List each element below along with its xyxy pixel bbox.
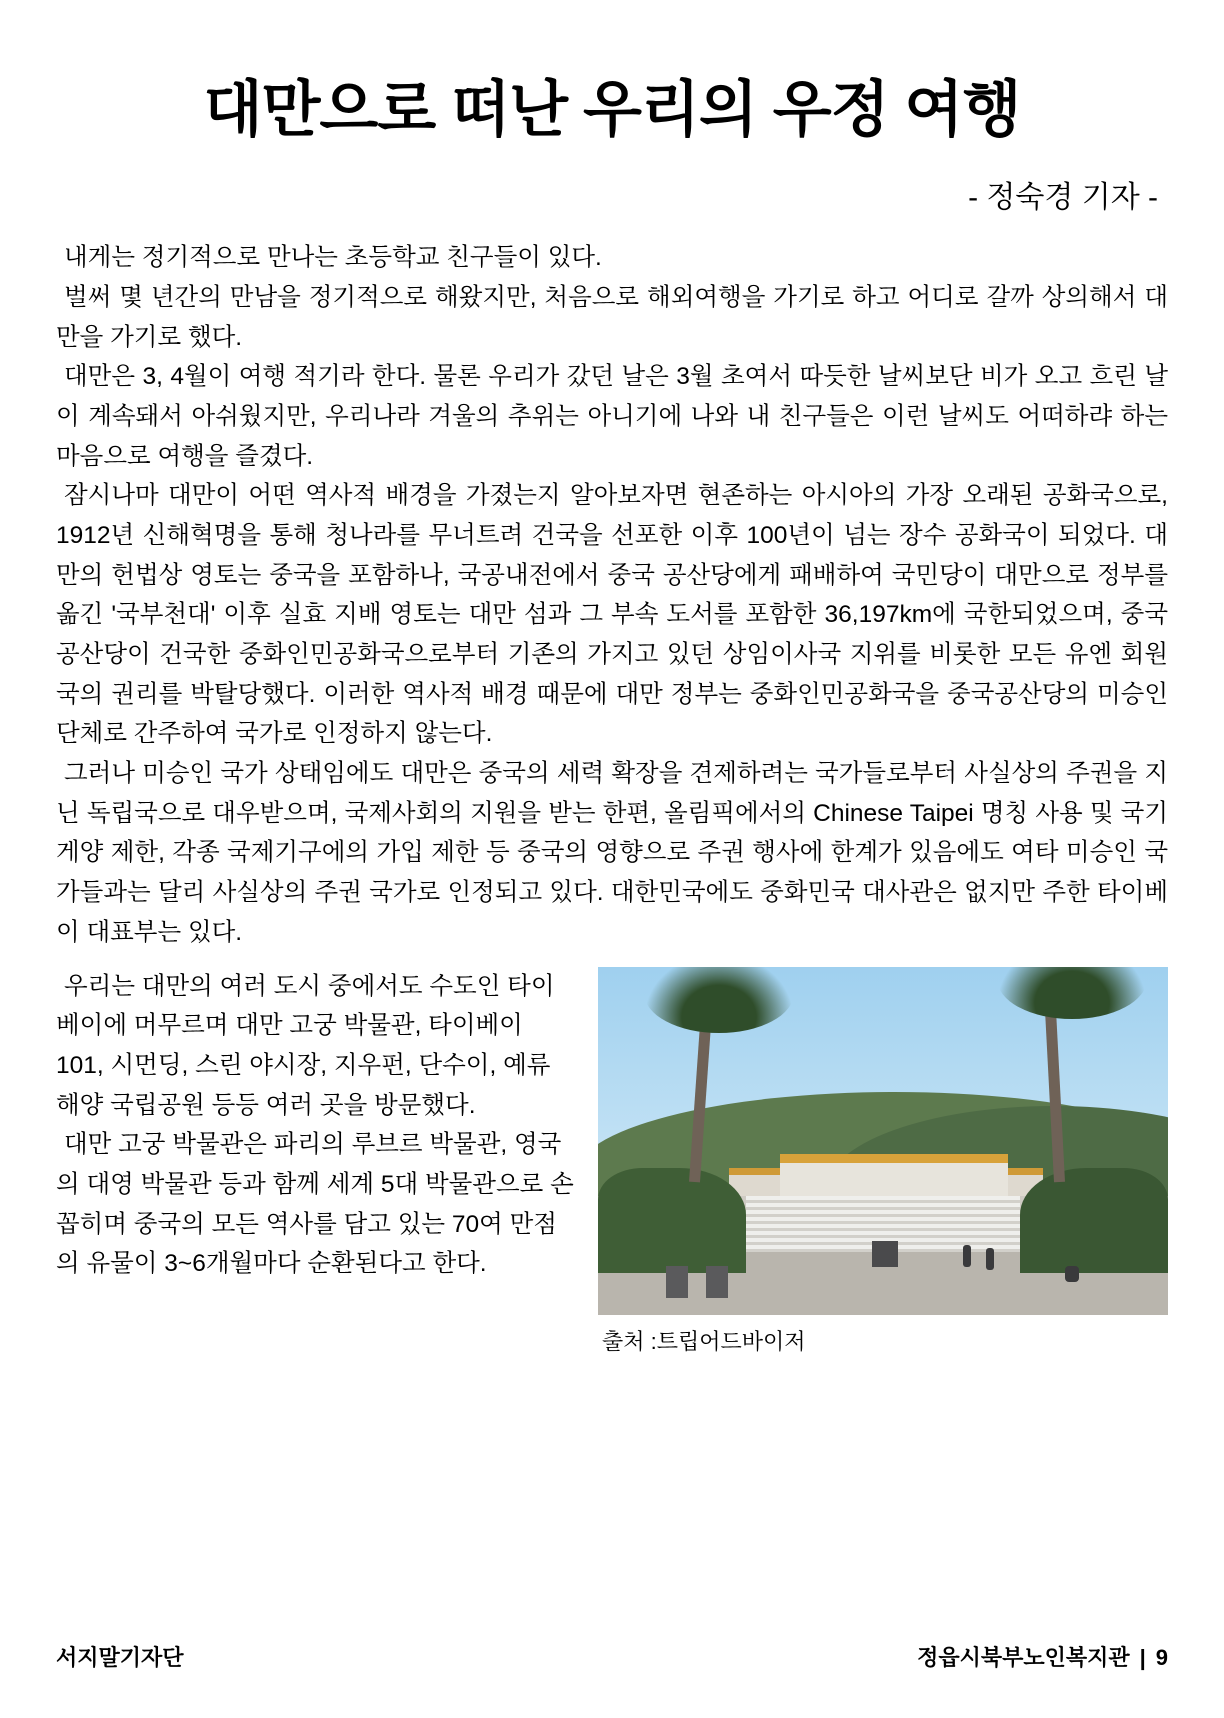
palm-fronds-left [644, 967, 794, 1033]
lower-text-column [56, 967, 576, 1285]
paragraph: 그러나 미승인 국가 상태임에도 대만은 중국의 세력 확장을 견제하려는 국가들로부터 사실상의 주권을 지닌 독립국으로 대우받으며, 국제사회의 지원을 받는 한편, 올림픽에서의 Chinese Taipei 명칭 사용 및 국기 게양 제한, 각종 국제기구에의 가입 제한 등 중국의 영향으로 주권 행사에 한계가 있음에도 여타 미승인 국가들과는 달리 사실상의 주권 국가로 인정되고 있다. 대한민국에도 중화민국 대사관은 없지만 주한 타이베이 대표부는 있다. [56, 760, 1168, 946]
person-figure [986, 1248, 994, 1270]
paragraph: 우리는 대만의 여러 도시 중에서도 수도인 타이베이에 머무르며 대만 고궁 박물관, 타이베이 101, 시먼딩, 스린 야시장, 지우펀, 단수이, 예류 해양 국립공원 등등 여러 곳을 방문했다. [56, 972, 555, 1119]
figure [598, 967, 1168, 1356]
paragraph: 대만 고궁 박물관은 파리의 루브르 박물관, 영국의 대영 박물관 등과 함께 세계 5대 박물관으로 손꼽히며 중국의 모든 역사를 담고 있는 70여 만점의 유물이 3~6개월마다 순환된다고 한다. [56, 1131, 574, 1278]
footer-page-number: 9 [1155, 1645, 1168, 1670]
stone-urn-left [666, 1266, 688, 1298]
footer-right [917, 1641, 1168, 1672]
stone-urn-right [706, 1266, 728, 1298]
page-footer [56, 1641, 1168, 1672]
paragraph: 내게는 정기적으로 만나는 초등학교 친구들이 있다. [64, 244, 602, 272]
person-figure [1065, 1266, 1079, 1282]
footer-organization: 정읍시북부노인복지관 [917, 1645, 1130, 1670]
hedge-left [598, 1168, 746, 1272]
photo-national-palace-museum [598, 967, 1168, 1315]
paragraph: 대만은 3, 4월이 여행 적기라 한다. 물론 우리가 갔던 날은 3월 초여서 따듯한 날씨보단 비가 오고 흐린 날이 계속돼서 아쉬웠지만, 우리나라 겨울의 추위는 아니기에 나와 내 친구들은 이런 날씨도 어떠하랴 하는 마음으로 여행을 즐겼다. [56, 363, 1168, 470]
palm-fronds-right [997, 967, 1147, 1019]
person-figure [963, 1245, 971, 1267]
lower-section [56, 967, 1168, 1356]
footer-separator: | [1139, 1645, 1146, 1670]
hedge-right [1020, 1168, 1168, 1272]
figure-caption: 출처 :트립어드바이저 [602, 1328, 806, 1354]
paragraph: 벌써 몇 년간의 만남을 정기적으로 해왔지만, 처음으로 해외여행을 가기로 하고 어디로 갈까 상의해서 대만을 가기로 했다. [56, 283, 1168, 351]
paragraph: 잠시나마 대만이 어떤 역사적 배경을 가졌는지 알아보자면 현존하는 아시아의 가장 오래된 공화국으로, 1912년 신해혁명을 통해 청나라를 무너트려 건국을 선포한 이후 100년이 넘는 장수 공화국이 되었다. 대만의 헌법상 영토는 중국을 포함하나, 국공내전에서 중국 공산당에게 패배하여 국민당이 대만으로 정부를 옮긴 '국부천대' 이후 실효 지배 영토는 대만 섬과 그 부속 도서를 포함한 36,197km에 국한되었으며, 중국공산당이 건국한 중화인민공화국으로부터 기존의 가지고 있던 상임이사국 지위를 비롯한 모든 유엔 회원국의 권리를 박탈당했다. 이러한 역사적 배경 때문에 대만 정부는 중화인민공화국을 중국공산당의 미승인단체로 간주하여 국가로 인정하지 않는다. [56, 482, 1168, 748]
article-body [56, 238, 1168, 952]
statue-center [872, 1241, 898, 1267]
byline: - 정숙경 기자 - [968, 181, 1158, 215]
footer-left-label: 서지말기자단 [56, 1645, 184, 1670]
page-title: 대만으로 떠난 우리의 우정 여행 [203, 75, 1021, 143]
